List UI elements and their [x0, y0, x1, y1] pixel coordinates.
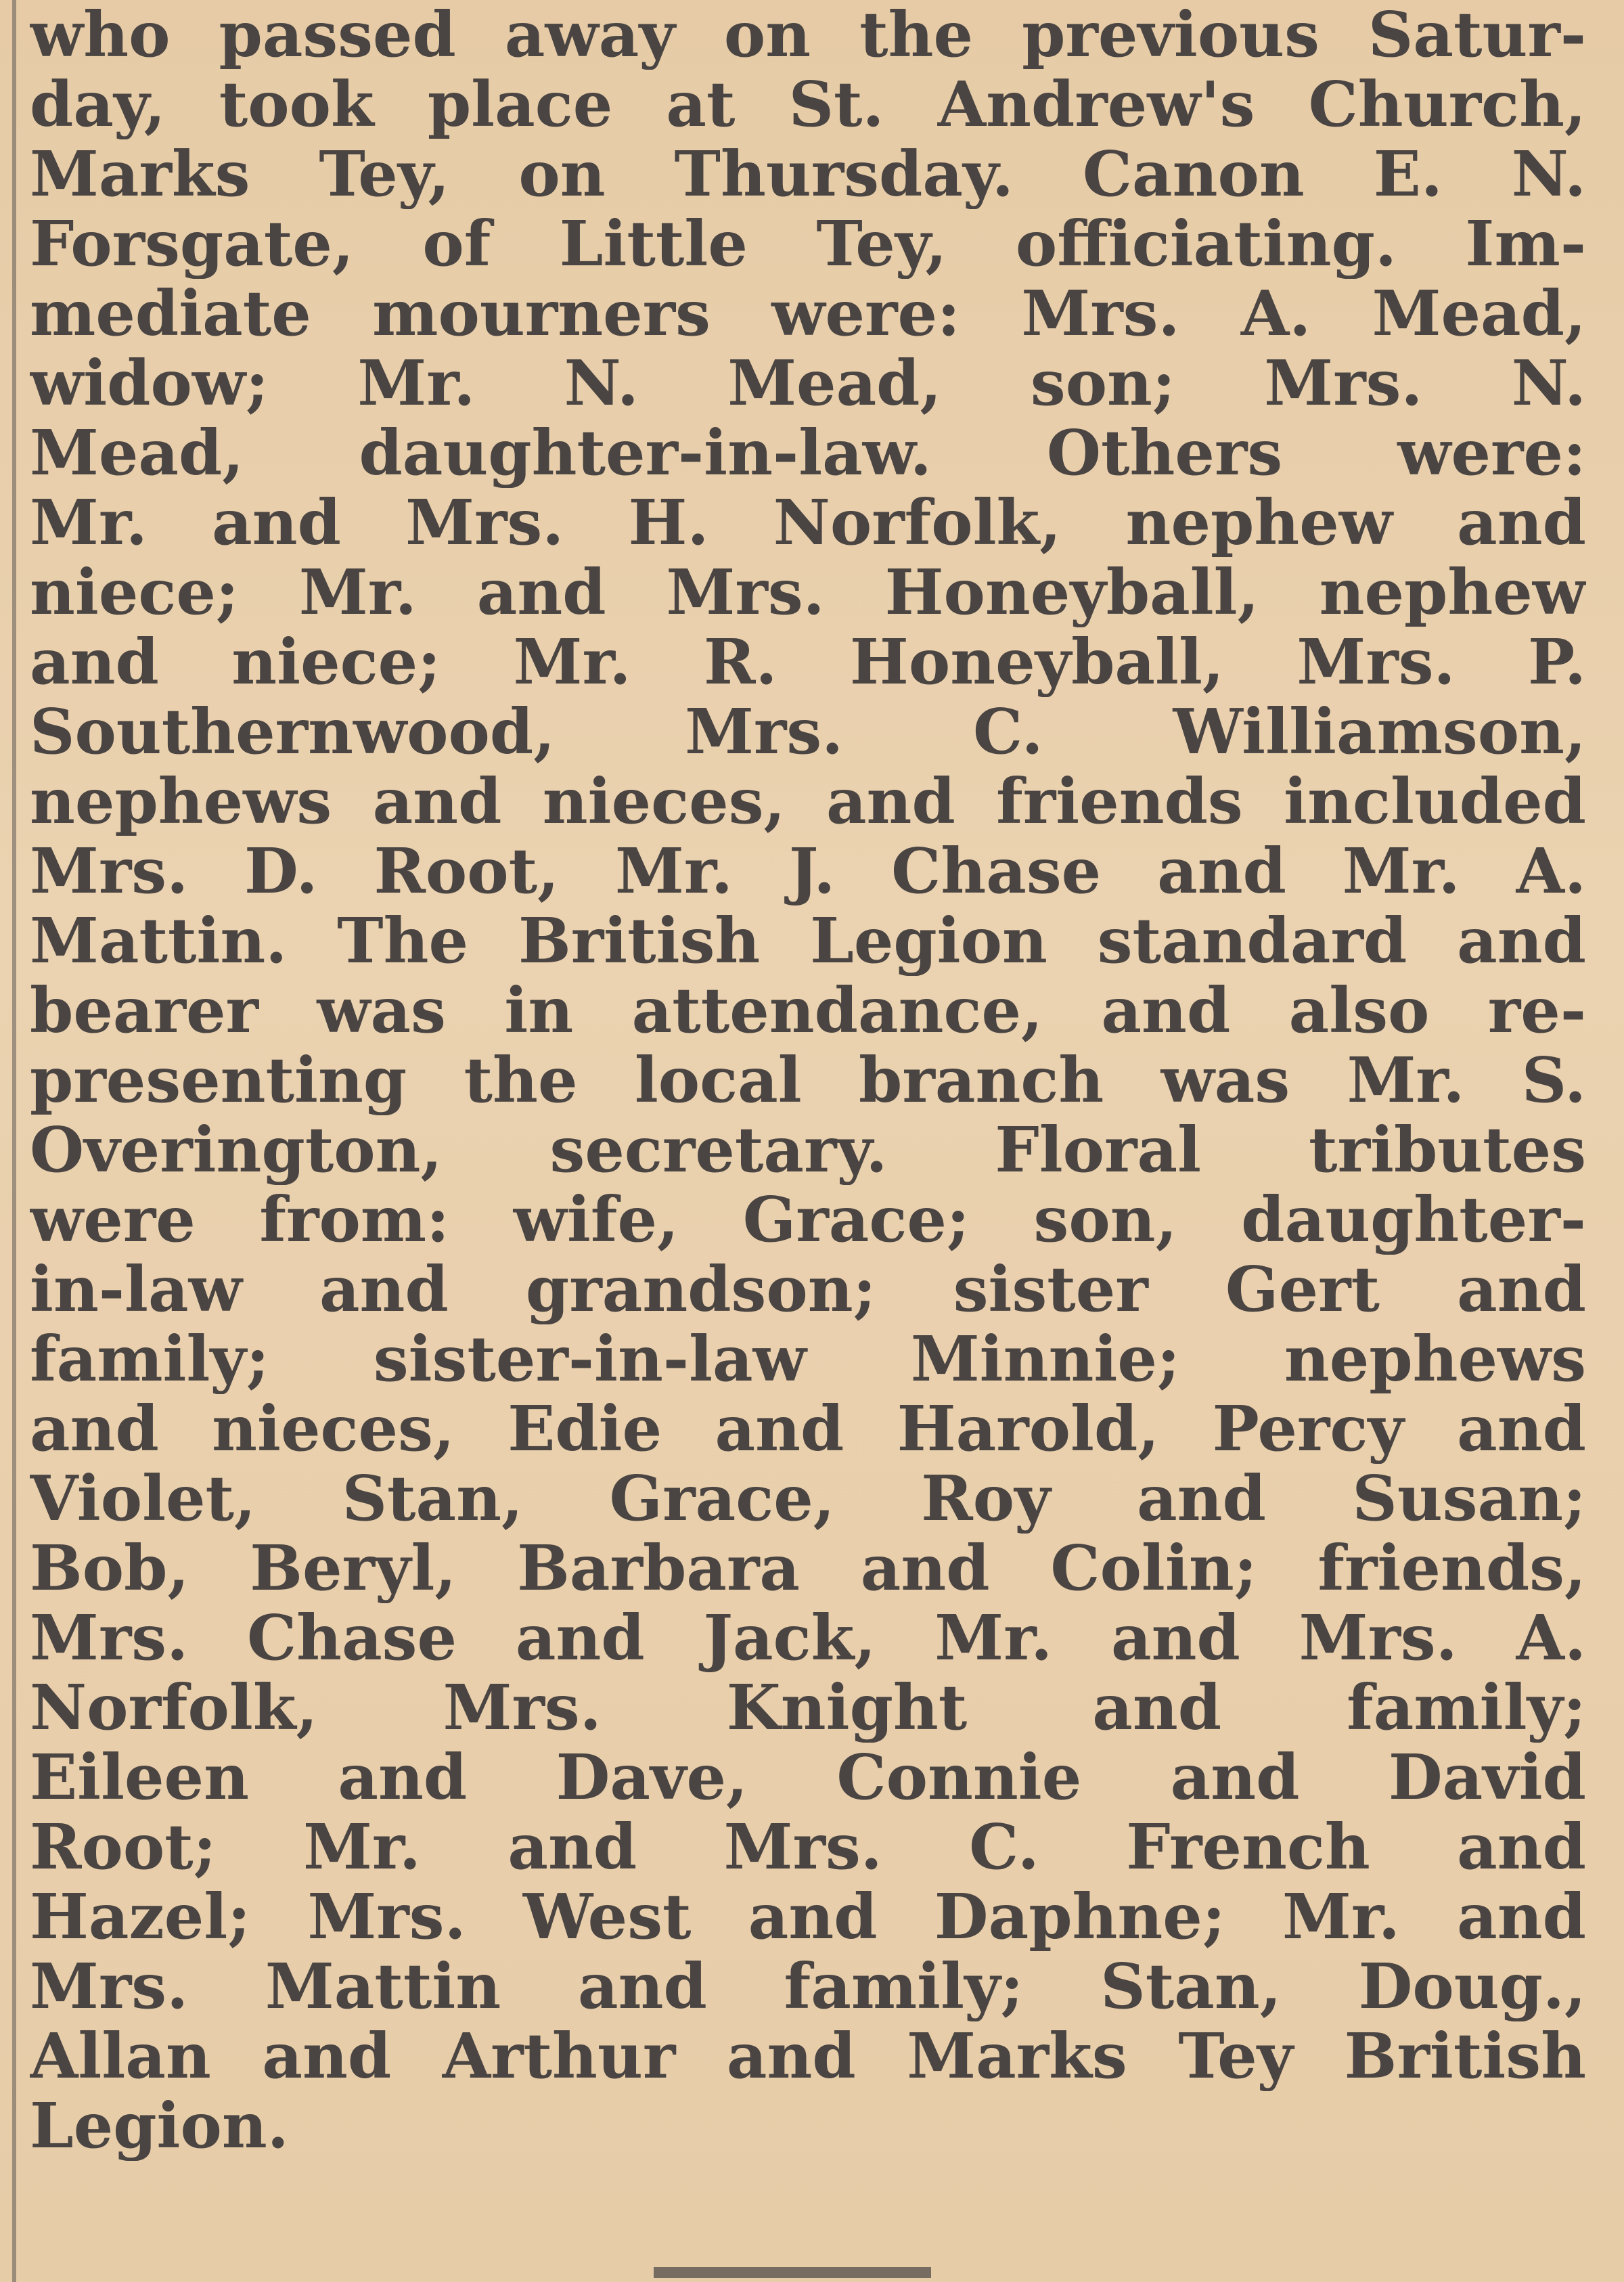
article-line: day, took place at St. Andrew's Church,	[30, 70, 1586, 139]
article-line: were from: wife, Grace; son, daughter-	[30, 1185, 1586, 1255]
article-line: presenting the local branch was Mr. S.	[30, 1046, 1586, 1115]
article-line: widow; Mr. N. Mead, son; Mrs. N.	[30, 349, 1586, 418]
article-line: Hazel; Mrs. West and Daphne; Mr. and	[30, 1882, 1586, 1952]
article-line: Mr. and Mrs. H. Norfolk, nephew and	[30, 488, 1586, 558]
article-line: Allan and Arthur and Marks Tey British	[30, 2021, 1586, 2091]
article-line: who passed away on the previous Satur-	[30, 0, 1586, 70]
article-line: Forsgate, of Little Tey, officiating. Im-	[30, 209, 1586, 279]
article-line: niece; Mr. and Mrs. Honeyball, nephew	[30, 558, 1586, 627]
column-edge-line	[12, 0, 16, 2282]
article-line: and nieces, Edie and Harold, Percy and	[30, 1394, 1586, 1464]
article-line-final: Legion.	[30, 2091, 289, 2161]
article-line: Mrs. D. Root, Mr. J. Chase and Mr. A.	[30, 836, 1586, 906]
article-line: Eileen and Dave, Connie and David	[30, 1743, 1586, 1812]
article-line: Root; Mr. and Mrs. C. French and	[30, 1812, 1586, 1882]
section-divider-rule	[654, 2267, 931, 2278]
article-line: Mead, daughter-in-law. Others were:	[30, 418, 1586, 488]
article-line: Bob, Beryl, Barbara and Colin; friends,	[30, 1534, 1586, 1603]
article-line: Overington, secretary. Floral tributes	[30, 1115, 1586, 1185]
article-line: Southernwood, Mrs. C. Williamson,	[30, 697, 1586, 767]
article-line: mediate mourners were: Mrs. A. Mead,	[30, 279, 1586, 349]
article-line: Mattin. The British Legion standard and	[30, 906, 1586, 976]
article-line: Violet, Stan, Grace, Roy and Susan;	[30, 1464, 1586, 1534]
article-column	[30, 0, 1586, 2161]
article-line: and niece; Mr. R. Honeyball, Mrs. P.	[30, 627, 1586, 697]
article-line: bearer was in attendance, and also re-	[30, 976, 1586, 1046]
article-line: Mrs. Chase and Jack, Mr. and Mrs. A.	[30, 1603, 1586, 1673]
article-line: Mrs. Mattin and family; Stan, Doug.,	[30, 1952, 1586, 2021]
article-line: in-law and grandson; sister Gert and	[30, 1255, 1586, 1324]
article-line: family; sister-in-law Minnie; nephews	[30, 1324, 1586, 1394]
article-line: Norfolk, Mrs. Knight and family;	[30, 1673, 1586, 1743]
article-line: nephews and nieces, and friends included	[30, 767, 1586, 836]
article-line: Marks Tey, on Thursday. Canon E. N.	[30, 139, 1586, 209]
